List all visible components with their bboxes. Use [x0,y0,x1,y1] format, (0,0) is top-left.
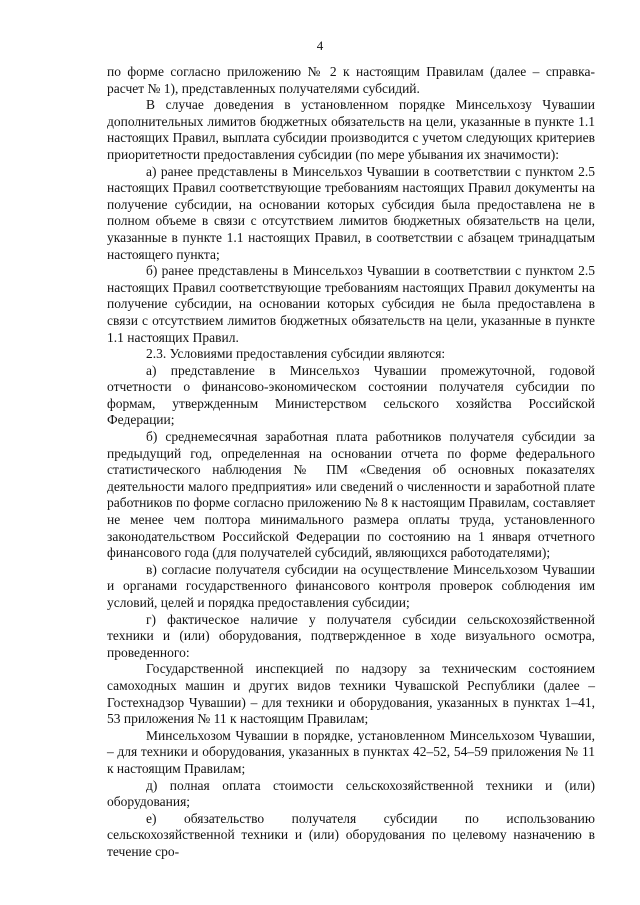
document-body [107,64,595,861]
paragraph-additional-limits: В случае доведения в установленном порядке Минсельхозу Чувашии дополнительных лимитов бюджетных обязательств на цели, указанные в пункте 1.1 настоящих Правил, выплата субсидии производится с учетом следующих критериев приоритетности предоставления субсидии (по мере убывания их значимости): [107,97,595,162]
paragraph-gostekhnadzor: Государственной инспекцией по надзору за техническим состоянием самоходных машин и других видов техники Чувашской Республики (далее – Гостехнадзор Чувашии) – для техники и оборудования, указанных в пунктах 1–41, 53 приложения № 11 к настоящим Правилам; [107,661,595,727]
paragraph-criterion-b: б) ранее представлены в Минсельхоз Чувашии в соответствии с пунктом 2.5 настоящих Правил соответствующие требованиям настоящих Правил документы на получение субсидии, на основании которых субсидия не была предоставлена в связи с отсутствием лимитов бюджетных обязательств на цели, указанные в пункте 1.1 настоящих Правил. [107,263,595,345]
paragraph-condition-b: б) среднемесячная заработная плата работников получателя субсидии за предыдущий год, определенная на основании отчета по форме федерального статистического наблюдения № ПМ «Сведения об основных показателях деятельности малого предприятия» или сведений о численности и заработной плате работников по форме согласно приложению № 8 к настоящим Правилам, составляет не менее чем полтора минимального размера оплаты труда, установленного законодательством Российской Федерации по состоянию на 1 января отчетного финансового года (для получателей субсидий, являющихся работодателями); [107,429,595,561]
paragraph-continuation: по форме согласно приложению № 2 к настоящим Правилам (далее – справка-расчет № 1), представленных получателями субсидий. [107,64,595,96]
paragraph-condition-a: а) представление в Минсельхоз Чувашии промежуточной, годовой отчетности о финансово-экономическом состоянии получателя субсидии по формам, утвержденным Министерством сельского хозяйства Российской Федерации; [107,362,595,428]
page-number: 4 [316,38,324,53]
paragraph-condition-e: е) обязательство получателя субсидии по использованию сельскохозяйственной техники и (или) оборудования по целевому назначению в течение сро- [107,810,595,859]
paragraph-condition-v: в) согласие получателя субсидии на осуществление Минсельхозом Чувашии и органами государственного финансового контроля проверок соблюдения им условий, целей и порядка предоставления субсидии; [107,561,595,610]
paragraph-minselkhoz-inspection: Минсельхозом Чувашии в порядке, установленном Минсельхозом Чувашии, – для техники и оборудования, указанных в пунктах 42–52, 54–59 приложения № 11 к настоящим Правилам; [107,727,595,776]
paragraph-section-2-3: 2.3. Условиями предоставления субсидии являются: [146,346,446,362]
paragraph-condition-g: г) фактическое наличие у получателя субсидии сельскохозяйственной техники и (или) оборудования, подтвержденное в ходе визуального осмотра, проведенного: [107,611,595,660]
paragraph-condition-d: д) полная оплата стоимости сельскохозяйственной техники и (или) оборудования; [107,777,595,810]
paragraph-criterion-a: а) ранее представлены в Минсельхоз Чувашии в соответствии с пунктом 2.5 настоящих Правил соответствующие требованиям настоящих Правил документы на получение субсидии, на основании которых субсидия была предоставлена не в полном объеме в связи с отсутствием лимитов бюджетных обязательств на цели, указанные в пункте 1.1 настоящих Правил, в соответствии с абзацем тринадцатым настоящего пункта; [107,163,595,262]
